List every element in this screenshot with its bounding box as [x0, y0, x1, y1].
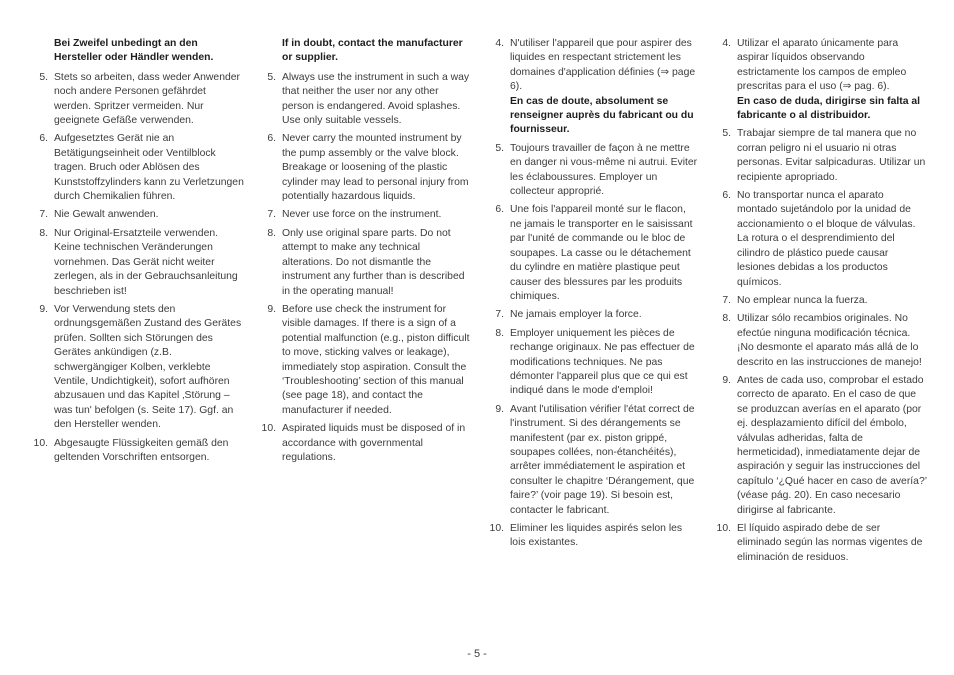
- german-safety-list: [30, 71, 244, 466]
- list-item: [713, 127, 927, 185]
- item-text: Antes de cada uso, comprobar el estado correcto de aparato. En el caso de que se produzcan averías en el aparato (por ej. desplazamiento difícil del émbolo, válvulas adheridas, falta de hermeticidad), inmediatamente dejar de aspiración y seguir las instrucciones del capítulo ‘¿Qué hacer en caso de avería?’ (véase pág. 20). En caso necesario dirigirse al fabricante.: [737, 374, 927, 516]
- list-item: [486, 327, 698, 399]
- item-number: 9.: [39, 303, 48, 315]
- item-number: 8.: [267, 227, 276, 239]
- list-item: [258, 71, 470, 129]
- list-item: [30, 303, 244, 433]
- item-text: Before use check the instrument for visible damages. If there is a sign of a potential malfunction (e.g., piston difficult to move, sticking valves or leakage), immediately stop aspiration. Consult the ‘Troubleshooting’ section of this manual (see page 18), and contact the manufacturer if needed.: [282, 303, 470, 416]
- item-number: 5.: [267, 71, 276, 83]
- item-number: 6.: [495, 204, 504, 216]
- item-number: 10.: [261, 423, 276, 435]
- list-item: [486, 522, 698, 551]
- french-note: En cas de doute, absolument se renseigner auprès du fabricant ou du fournisseur.: [510, 95, 694, 136]
- item-number: 6.: [267, 133, 276, 145]
- page-number: - 5 -: [467, 648, 487, 660]
- column-french: [486, 37, 698, 555]
- item-text: Always use the instrument in such a way that neither the user nor any other person is endangered. Avoid splashes. Use only suitable vessels.: [282, 71, 470, 127]
- item-number: 10.: [716, 523, 731, 534]
- english-safety-list: [258, 71, 470, 466]
- french-safety-list: [486, 37, 698, 551]
- list-item: [30, 227, 244, 299]
- column-spanish: [713, 37, 927, 569]
- item-number: 9.: [495, 403, 504, 415]
- item-text: Une fois l'appareil monté sur le flacon, ne jamais le transporter en le saisissant par l'unité de commande ou le bloc de soupapes. La casse ou le détachement du cylindre en matière plastique peut causer des blessures par les produits chimiques.: [510, 204, 693, 302]
- item-text: Trabajar siempre de tal manera que no corran peligro ni el usuario ni otras personas. Evitar salpicaduras. Utilizar un recipiente apropriado.: [737, 128, 926, 183]
- list-item: [713, 522, 927, 565]
- item-number: 6.: [722, 190, 731, 202]
- item-text: Utilizar el aparato únicamente para aspirar líquidos observando estrictamente los campos de empleo prescritas para el uso (⇒ pag. 6).: [737, 38, 907, 93]
- item-text: Toujours travailler de façon à ne mettre en danger ni vous-même ni autrui. Eviter les éclaboussures. Employer un collecteur approprié.: [510, 142, 698, 198]
- item-text: Employer uniquement les pièces de rechange originaux. Ne pas effectuer de modifications techniques. Ne pas démonter l'appareil plus que ce qui est indiqué dans le mode d'emploi!: [510, 327, 695, 397]
- item-number: 9.: [267, 303, 276, 315]
- item-text: No transportar nunca el aparato montado sujetándolo por la unidad de accionamiento o el bloque de válvulas. La rotura o el desprendimiento del cilindro de plástico puede causar lesiones debidas a los productos químicos.: [737, 190, 916, 288]
- item-text: Avant l'utilisation vérifier l'état correct de l'instrument. Si des dérangements se manifestent (par ex. piston grippé, soupapes collées, non-étanchéités), arrêter immédiatement le aspiration et consulter le chapitre ‘Dérangement, que faire?’ (voir page 19). Si besoin est, contacter le fabricant.: [510, 403, 695, 516]
- list-item: [30, 437, 244, 466]
- item-number: 5.: [39, 71, 48, 83]
- item-number: 10.: [489, 523, 504, 534]
- item-number: 6.: [39, 133, 48, 145]
- item-text: Nie Gewalt anwenden.: [54, 209, 159, 221]
- list-item: [486, 37, 698, 138]
- item-text: Never use force on the instrument.: [282, 209, 442, 221]
- list-item: [486, 403, 698, 518]
- list-item: [258, 132, 470, 204]
- item-text: Utilizar sólo recambios originales. No efectúe ninguna modificación técnica. ¡No desmonte el aparato más allá de lo descrito en las instrucciones de manejo!: [737, 313, 922, 368]
- list-item: [30, 132, 244, 204]
- list-item: [486, 203, 698, 304]
- list-item: [30, 208, 244, 222]
- item-number: 10.: [33, 437, 48, 449]
- item-number: 8.: [722, 313, 731, 325]
- item-text: Abgesaugte Flüssigkeiten gemäß den geltenden Vorschriften entsorgen.: [54, 437, 229, 463]
- item-text: Eliminer les liquides aspirés selon les lois existantes.: [510, 523, 683, 549]
- list-item: [713, 374, 927, 518]
- list-item: [486, 308, 698, 322]
- item-number: 8.: [495, 327, 504, 339]
- list-item: [258, 303, 470, 418]
- item-number: 5.: [722, 128, 731, 140]
- item-text: No emplear nunca la fuerza.: [737, 294, 868, 306]
- item-text: Nur Original-Ersatzteile verwenden. Keine technischen Veränderungen vornehmen. Das Gerät nicht weiter zerlegen, als in der Gebrauchsanleitung beschrieben ist!: [54, 227, 238, 297]
- item-number: 4.: [722, 38, 731, 49]
- item-text: Aufgesetztes Gerät nie an Betätigungseinheit oder Ventilblock tragen. Bruch oder Ablösen des Kunststoffzylinders kann zu Verletzungen durch Chemikalien führen.: [54, 133, 244, 203]
- spanish-safety-list: [713, 37, 927, 565]
- item-number: 7.: [39, 209, 48, 221]
- item-number: 7.: [267, 209, 276, 221]
- item-number: 8.: [39, 227, 48, 239]
- column-german: [30, 37, 244, 469]
- column-english: [258, 37, 470, 469]
- german-note: Bei Zweifel unbedingt an den Hersteller oder Händler wenden.: [54, 38, 214, 64]
- item-text: El líquido aspirado debe de ser eliminado según las normas vigentes de eliminación de residuos.: [737, 523, 923, 563]
- english-note: If in doubt, contact the manufacturer or supplier.: [282, 38, 463, 64]
- list-item: [713, 37, 927, 123]
- item-number: 7.: [495, 309, 504, 321]
- item-number: 7.: [722, 294, 731, 306]
- item-number: 5.: [495, 142, 504, 154]
- item-text: Vor Verwendung stets den ordnungsgemäßen Zustand des Gerätes prüfen. Sollten sich Störungen des Gerätes ankündigen (z.B. schwergängiger Kolben, verklebte Ventile, Undichtigkeit), sofort aufhören abzusauen und das Kapitel ‚Störung – was tun' befolgen (s. Seite 17). Ggf. an den Hersteller wenden.: [54, 303, 242, 431]
- list-item: [713, 312, 927, 370]
- item-text: Only use original spare parts. Do not attempt to make any technical alterations. Do not dismantle the instrument any further than is described in the operating manual!: [282, 227, 465, 297]
- list-item: [258, 227, 470, 299]
- item-text: Aspirated liquids must be disposed of in accordance with governmental regulations.: [282, 423, 466, 463]
- item-text: Stets so arbeiten, dass weder Anwender noch andere Personen gefährdet werden. Spritzer vermeiden. Nur geeignete Gefäße verwenden.: [54, 71, 240, 127]
- spanish-note: En caso de duda, dirigirse sin falta al fabricante o al distribuidor.: [737, 95, 921, 122]
- item-text: N'utiliser l'appareil que pour aspirer des liquides en respectant strictement les domaines d'application définies (⇒ page 6).: [510, 38, 696, 93]
- item-text: Never carry the mounted instrument by the pump assembly or the valve block. Breakage or loosening of the plastic cylinder may lead to personal injury from potentially hazardous liquids.: [282, 133, 469, 203]
- list-item: [258, 422, 470, 465]
- list-item: [30, 71, 244, 129]
- list-item: [713, 294, 927, 308]
- list-item: [713, 189, 927, 290]
- list-item: [486, 142, 698, 200]
- list-item: [258, 208, 470, 222]
- item-number: 9.: [722, 374, 731, 386]
- item-number: 4.: [495, 38, 504, 49]
- item-text: Ne jamais employer la force.: [510, 309, 642, 321]
